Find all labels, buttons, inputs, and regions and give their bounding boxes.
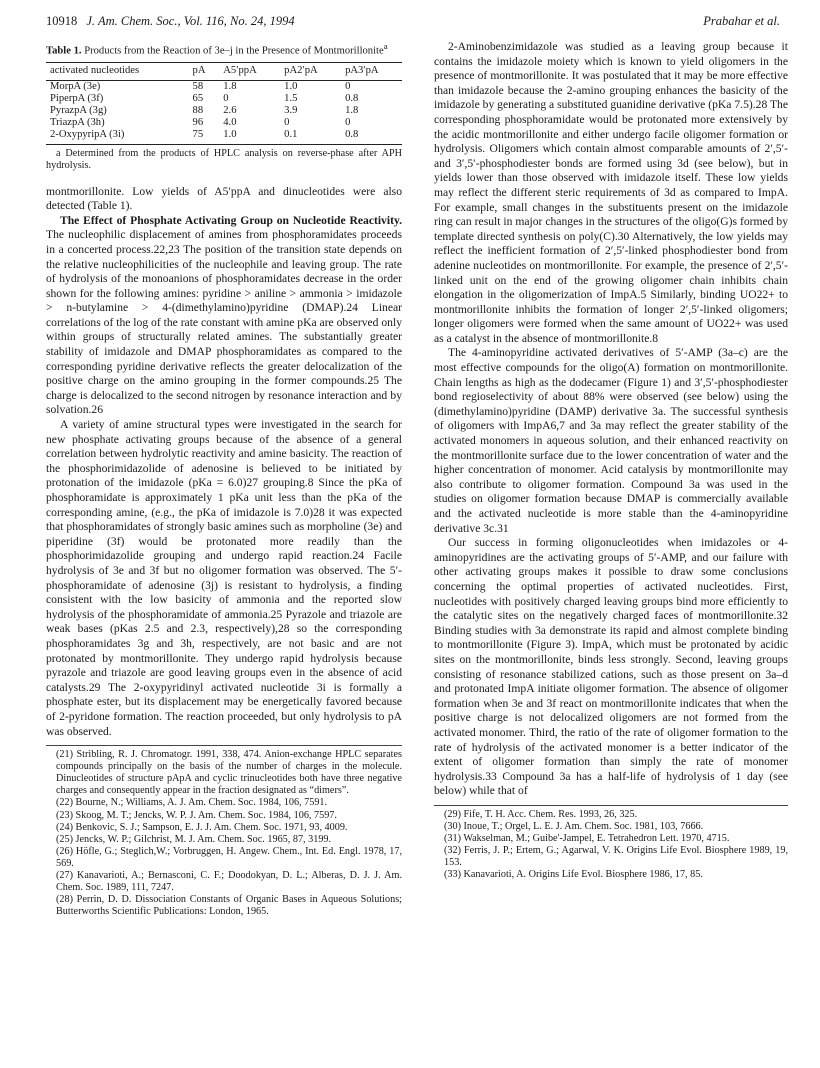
- running-header: [46, 14, 780, 32]
- reference: (25) Jencks, W. P.; Gilchrist, M. J. Am. Chem. Soc. 1965, 87, 3199.: [56, 833, 332, 845]
- reference: (29) Fife, T. H. Acc. Chem. Res. 1993, 26, 325.: [444, 808, 638, 820]
- reference: (24) Benkovic, S. J.; Sampson, E. J. J. Am. Chem. Soc. 1971, 93, 4009.: [56, 821, 348, 833]
- page-number: 10918: [46, 14, 78, 28]
- col-header: pA: [189, 63, 220, 81]
- table-caption-mark: a: [383, 41, 388, 51]
- table-cell: 88: [192, 105, 204, 117]
- table-cell: 58: [192, 81, 204, 93]
- col-header: activated nucleotides: [46, 63, 189, 81]
- col-header: pA2′pA: [280, 63, 341, 81]
- table-cell: 1.8: [223, 81, 237, 93]
- table-cell: 1.8: [345, 105, 359, 117]
- body-paragraph: 2-Aminobenzimidazole was studied as a leaving group because it contains the imidazole moiety which is known to yield oligomers in the presence of montmorillonite. It was postulated that it may be more effective than imidazole because the 2-amino grouping enhances the basicity of the imidazole by generating a substituted guanidine derivative (pKa 7.5).28 The corresponding phosphoramidate would be protonated more extensively by the acidic montmorillonite and either undergo facile oligomer formation or hydrolysis. Oligomers which contain almost comparable amounts of 2′,5′- and 3′,5′-phosphodiester bonds are formed using 3d (see below), but in yields lower than those observed with imidazole itself. These low yields may reflect the different steric requirements of 3d as compared to ImpA. For example, small changes in the substituents present on the imidazole ring can result in major changes in the structures of the oligo(G)s formed by template directed synthesis on poly(C).30 Alternatively, the low yields may reflect the inefficient formation of 2′,5′-linked phosphodiester bond from adenine nucleotides on montmorillonite. For example, the presence of 2′,5′-linked unit on the end of the growing oligomer chain inhibits chain elongation in the oligomerization of ImpA.5 Similarly, binding UO22+ to montmorillonite inhibits the formation of longer 2′,5′-linked oligomers; longer oligomers were formed when the same amount of UO22+ was used as a catalyst in the absence of montmorillonite.8: [434, 40, 788, 345]
- left-column: [46, 40, 402, 918]
- footnote-references: [46, 745, 402, 918]
- body-paragraph: The 4-aminopyridine activated derivatives of 5′-AMP (3a–c) are the most effective compounds for the oligo(A) formation on montmorillonite. Chain lengths as high as the dodecamer (Figure 1) and 3′,5′-phosphodiester bond regioselectivity of about 88% were observed (see below) using the (dimethylamino)pyridine (DAMP) derivative 3a. The successful synthesis of oligomers with ImpA6,7 and 3a may reflect the greater stability of the activated monomers in aqueous solution, and their enhanced reactivity on the montmorillonite surface due to the lower concentration of water and the higher concentration of monomer. Acid catalysis by montmorillonite may also contribute to oligomer formation. Compound 3a was used in the studies on oligomer formation because DMAP is commercially available and the activated nucleotide is more stable than the 4-aminopyridine derivative 3c.31: [434, 346, 788, 535]
- table-cell: 0: [345, 117, 351, 129]
- reference: (21) Stribling, R. J. Chromatogr. 1991, 338, 474. Anion-exchange HPLC separates compounds principally on the basis of the number of charges in the molecule. Dinucleotides of structure pApA and cyclic trinucleotides both have three negative charges and consequently appear in the fraction designated as “dimers”.: [56, 749, 402, 797]
- table-cell: 1.5: [284, 93, 298, 105]
- table-cell: 0: [284, 117, 290, 129]
- table-cell: PyrazpA (3g): [50, 105, 107, 117]
- table-cell: 3.9: [284, 105, 298, 117]
- reference: (32) Ferris, J. P.; Ertem, G.; Agarwal, V. K. Origins Life Evol. Biosphere 1989, 19, 153.: [444, 845, 788, 869]
- reference: (22) Bourne, N.; Williams, A. J. Am. Chem. Soc. 1984, 106, 7591.: [56, 797, 328, 809]
- table-cell: 4.0: [223, 117, 237, 129]
- right-column: [434, 40, 788, 881]
- col-header: pA3′pA: [341, 63, 402, 81]
- body-paragraph: Our success in forming oligonucleotides when imidazoles or 4-aminopyridines are the activating groups of 5′-AMP, and our failure with other activating groups makes it possible to draw some conclusions concerning the optimal properties of activated nucleotides. First, nucleotides with positively charged leaving groups bind more efficiently to the catalytic sites on the negatively charged faces of montmorillonite.32 Binding studies with 3a demonstrate its rapid and almost complete binding to montmorillonite (Figure 3). ImpA, which must be protonated by acidic sites on the montmorillonite, binds less strongly. Second, leaving groups consisting of resonance stabilized cations, such as those present on 3a–d and protonated ImpA initiate oligomer formation. The absence of oligomer formation when 3e and 3f react on montmorillonite indicates that when the positive charge is not delocalized oligomers are not formed from the activated monomer. Third, the ratio of the rate of oligomer formation to the rate of hydrolysis of the activated monomer is a better indicator of the extent of oligomer formation than simply the rate of monomer hydrolysis.33 Compound 3a has a half-life of hydrolysis of 1 day (see below) while that of: [434, 536, 788, 798]
- table-cell: 65: [192, 93, 204, 105]
- reference: (27) Kanavarioti, A.; Bernasconi, C. F.; Doodokyan, D. L.; Alberas, D. J. J. Am. Chem. Soc. 1989, 111, 7247.: [56, 870, 402, 894]
- col-header: A5′ppA: [219, 63, 280, 81]
- reference: (33) Kanavarioti, A. Origins Life Evol. Biosphere 1986, 17, 85.: [444, 869, 703, 881]
- table-caption: [46, 40, 402, 58]
- table-cell: PiperpA (3f): [50, 93, 104, 105]
- running-authors: Prabahar et al.: [703, 14, 780, 28]
- table-header-row: [46, 63, 402, 81]
- table-cell: TriazpA (3h): [50, 117, 105, 129]
- section-heading-tail: Reactivity.: [349, 213, 402, 227]
- table-caption-text: Products from the Reaction of 3e–j in the Presence of Montmorillonite: [84, 45, 384, 57]
- reference: (28) Perrin, D. D. Dissociation Constants of Organic Bases in Aqueous Solutions; Butterworths Scientific Publications: London, 1965.: [56, 894, 402, 918]
- table-cell: 75: [189, 129, 220, 145]
- reference: (23) Skoog, M. T.; Jencks, W. P. J. Am. Chem. Soc. 1984, 106, 7597.: [56, 809, 337, 821]
- reference: (30) Inoue, T.; Orgel, L. E. J. Am. Chem. Soc. 1981, 103, 7666.: [444, 820, 704, 832]
- table-cell: 2-OxypyripA (3i): [46, 129, 189, 145]
- table-row: [46, 117, 402, 129]
- body-paragraph: montmorillonite. Low yields of A5′ppA and dinucleotides were also detected (Table 1).: [46, 184, 402, 213]
- table-row: [46, 93, 402, 105]
- body-paragraph: [46, 214, 402, 418]
- table-cell: 1.0: [284, 81, 298, 93]
- table-cell: 1.0: [219, 129, 280, 145]
- table-row: [46, 129, 402, 145]
- table-cell: 0.8: [341, 129, 402, 145]
- table-label: Table 1.: [46, 45, 82, 57]
- footnote-references: [434, 805, 788, 882]
- table-cell: 0.1: [280, 129, 341, 145]
- table-cell: 2.6: [223, 105, 237, 117]
- table-cell: 96: [192, 117, 204, 129]
- reference: (26) Höfle, G.; Steglich,W.; Vorbruggen, H. Angew. Chem., Int. Ed. Engl. 1978, 17, 569.: [56, 845, 402, 869]
- table-cell: 0.8: [345, 93, 359, 105]
- table-row: [46, 105, 402, 117]
- products-table: [46, 62, 402, 145]
- table-row: [46, 81, 402, 94]
- paragraph-text: The nucleophilic displacement of amines from phosphoramidates proceeds in a concerted process.22,23 The position of the transition state depends on the relative nucleophilicities of the nucleophile and leaving group. The rate of hydrolysis of the monoanions of phosphoramidates decrease in the order shown for the following amines: pyridine > aniline > ammonia > imidazole > n-butylamine > 4-(dimethylamino)pyridine (DMAP).24 Linear correlations of the log of the rate constant with amine pKa are observed only within groups of structurally related amines. The substantially greater stability of imidazole and DMAP phosphoramidates as compared to the corresponding pyridine derivative reflects the greater delocalization of the positive charge on the amino grouping in the former compounds.25 The charge is delocalized to the second nitrogen by resonance interaction and by solvation.26: [46, 228, 402, 417]
- table-cell: 0: [223, 93, 229, 105]
- reference: (31) Wakselman, M.; Guibe'-Jampel, E. Tetrahedron Lett. 1970, 4715.: [444, 833, 730, 845]
- table-cell: 0: [345, 81, 351, 93]
- body-paragraph: A variety of amine structural types were investigated in the search for new phosphate activating groups because of the absence of a general correlation between hydrolytic reactivity and amine basicity. The reaction of the phosphorimidazolide of adenosine is believed to be initiated by protonation of the imidazole (pKa = 6.0)27 grouping.8 Since the pKa of phosphoramidate is approximately 1 pKa unit less than the pKa of the corresponding amine, (e.g., the pKa of imidazole is 7.0)28 it was expected that phosphoramidates of strongly basic amines such as morpholine (3e) and piperidine (3f) would be protonated more readily than the phosphorimidazolide grouping and undergo rapid reaction.24 Facile hydrolysis of 3e and 3f but no oligomer formation was observed. The 5′-phosphoramidate of adenosine (3j) is resistant to hydrolysis, a finding consistent with the low basicity of ammonia and the reported slow hydrolysis of the phosphoramidate of ammonia.25 Pyrazole and triazole are weak bases (pKas 2.5 and 2.3, respectively),28 so the corresponding phosphoramidates 3g and 3h, respectively, are not basic and are not protonated by montmorillonite. They undergo rapid hydrolysis because pyrazole and triazole are good leaving groups even in the absence of acid catalysts.29 The 2-oxypyridinyl activated nucleotide 3i is formally a phosphate ester, but its displacement may be energetically favored because of 2-pyridone formation. The reaction proceeded, but only hydrolysis to pA was observed.: [46, 418, 402, 738]
- table-cell: MorpA (3e): [50, 81, 101, 93]
- section-heading: The Effect of Phosphate Activating Group on Nucleotide: [60, 213, 346, 227]
- journal-citation: J. Am. Chem. Soc., Vol. 116, No. 24, 1994: [86, 14, 295, 28]
- table-footnote: a Determined from the products of HPLC analysis on reverse-phase after APH hydrolysis.: [46, 148, 402, 172]
